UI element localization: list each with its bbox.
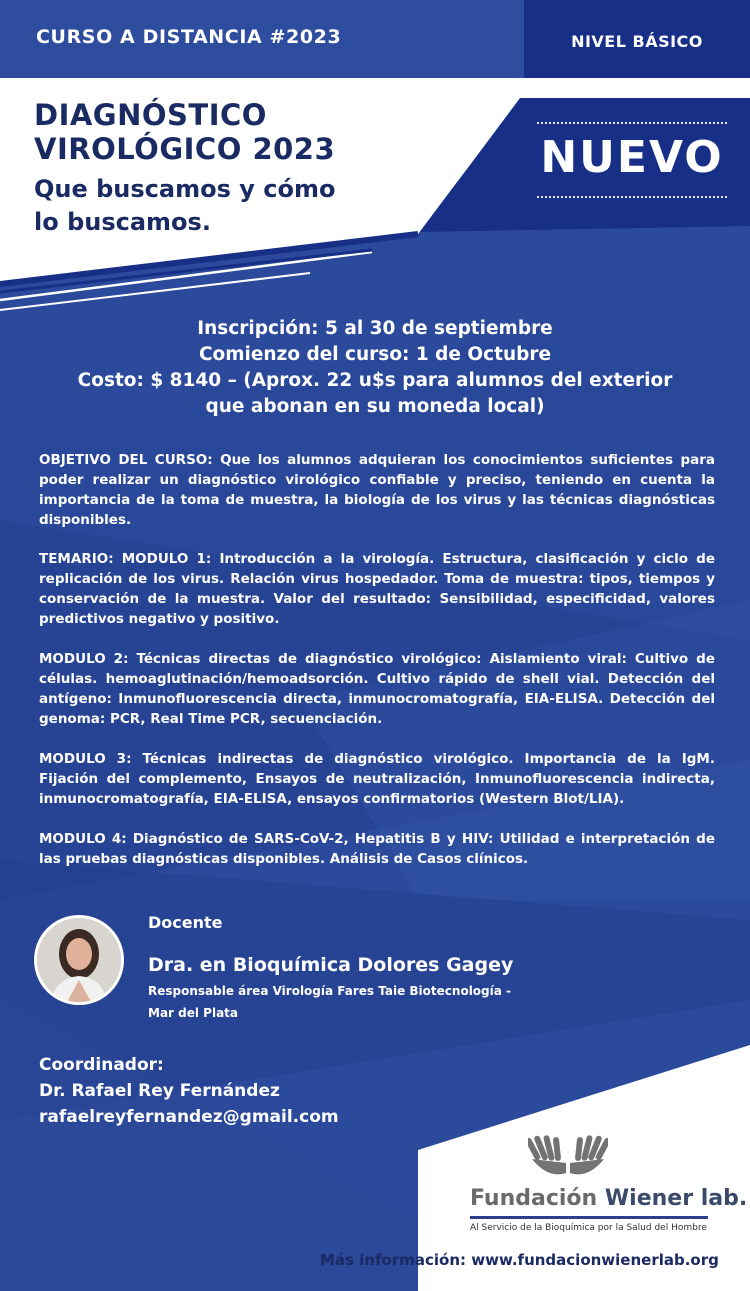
badge-bottom-rule [537,196,727,198]
inscription-dates: Inscripción: 5 al 30 de septiembre [197,318,553,339]
portrait-photo [37,918,121,1002]
coordinator-block [39,1052,339,1130]
docente-role-line-1: Responsable área Virología Fares Taie Biotecnología - [148,984,512,998]
logo-part-1: Fundación [470,1186,598,1211]
logo-part-2: Wiener lab. [604,1186,748,1211]
subtitle-line-1: Que buscamos y cómo [34,175,336,203]
inscription-info [40,316,710,420]
title-line-2: VIROLÓGICO 2023 [34,132,336,166]
docente-name: Dra. en Bioquímica Dolores Gagey [148,954,514,976]
page-title [34,98,335,166]
logo-rule [470,1216,708,1219]
course-objective: OBJETIVO DEL CURSO: Que los alumnos adquieran los conocimientos suficientes para poder realizar un diagnóstico virológico confiable y preciso, teniendo en cuenta la importancia de la toma de muestra, la biología de los virus y las técnicas diagnósticas disponibles. [39,452,715,528]
docente-role [148,980,528,1024]
docente-role-line-2: Mar del Plata [148,1006,238,1020]
nuevo-badge [537,118,727,200]
course-label: CURSO A DISTANCIA #2023 [36,26,342,48]
module-3: MODULO 3: Técnicas indirectas de diagnóstico virológico. Importancia de la IgM. Fijación del complemento, Ensayos de neutralización, Inmunofluorescencia indirecta, inmunocromatografía, EIA-ELISA, ensayos confirmatorios (Western Blot/LIA). [39,751,715,807]
badge-top-rule [537,122,727,124]
module-2: MODULO 2: Técnicas directas de diagnóstico virológico: Aislamiento viral: Cultivo de células. hemoaglutinación/hemoadsorción. Cultivo rápido de shell vial. Detección del antígeno: Inmunofluorescencia directa, inmunocromatografía, EIA-ELISA. Detección del genoma: PCR, Real Time PCR, secuenciación. [39,651,715,727]
subtitle-line-2: lo buscamos. [34,208,211,236]
title-line-1: DIAGNÓSTICO [34,98,267,132]
module-1: TEMARIO: MODULO 1: Introducción a la virología. Estructura, clasificación y ciclo de replicación de los virus. Relación virus hospedador. Toma de muestra: tipos, tiempos y conservación de la muestra. Valor del resultado: Sensibilidad, especificidad, valores predictivos negativo y positivo. [39,551,715,627]
docente-photo [34,915,124,1005]
more-info-link[interactable]: Más información: www.fundacionwienerlab.org [320,1251,719,1269]
course-start: Comienzo del curso: 1 de Octubre [198,344,552,365]
level-label: NIVEL BÁSICO [571,32,703,51]
coordinator-label: Coordinador: [39,1055,164,1075]
coordinator-email[interactable]: rafaelreyfernandez@gmail.com [39,1107,339,1127]
foundation-logo-text [470,1186,747,1211]
docente-label: Docente [148,913,223,932]
coordinator-name: Dr. Rafael Rey Fernández [39,1081,280,1101]
logo-tagline: Al Servicio de la Bioquímica por la Salud del Hombre [470,1223,707,1233]
badge-text: NUEVO [540,132,724,183]
cost-line-2: que abonan en su moneda local) [205,396,545,417]
module-4: MODULO 4: Diagnóstico de SARS-CoV-2, Hepatitis B y HIV: Utilidad e interpretación de las pruebas diagnósticas disponibles. Análisis de Casos clínicos. [39,831,715,867]
page-subtitle [34,173,394,239]
hands-logo-icon [528,1133,608,1185]
cost-line-1: Costo: $ 8140 – (Aprox. 22 u$s para alumnos del exterior [77,370,673,391]
